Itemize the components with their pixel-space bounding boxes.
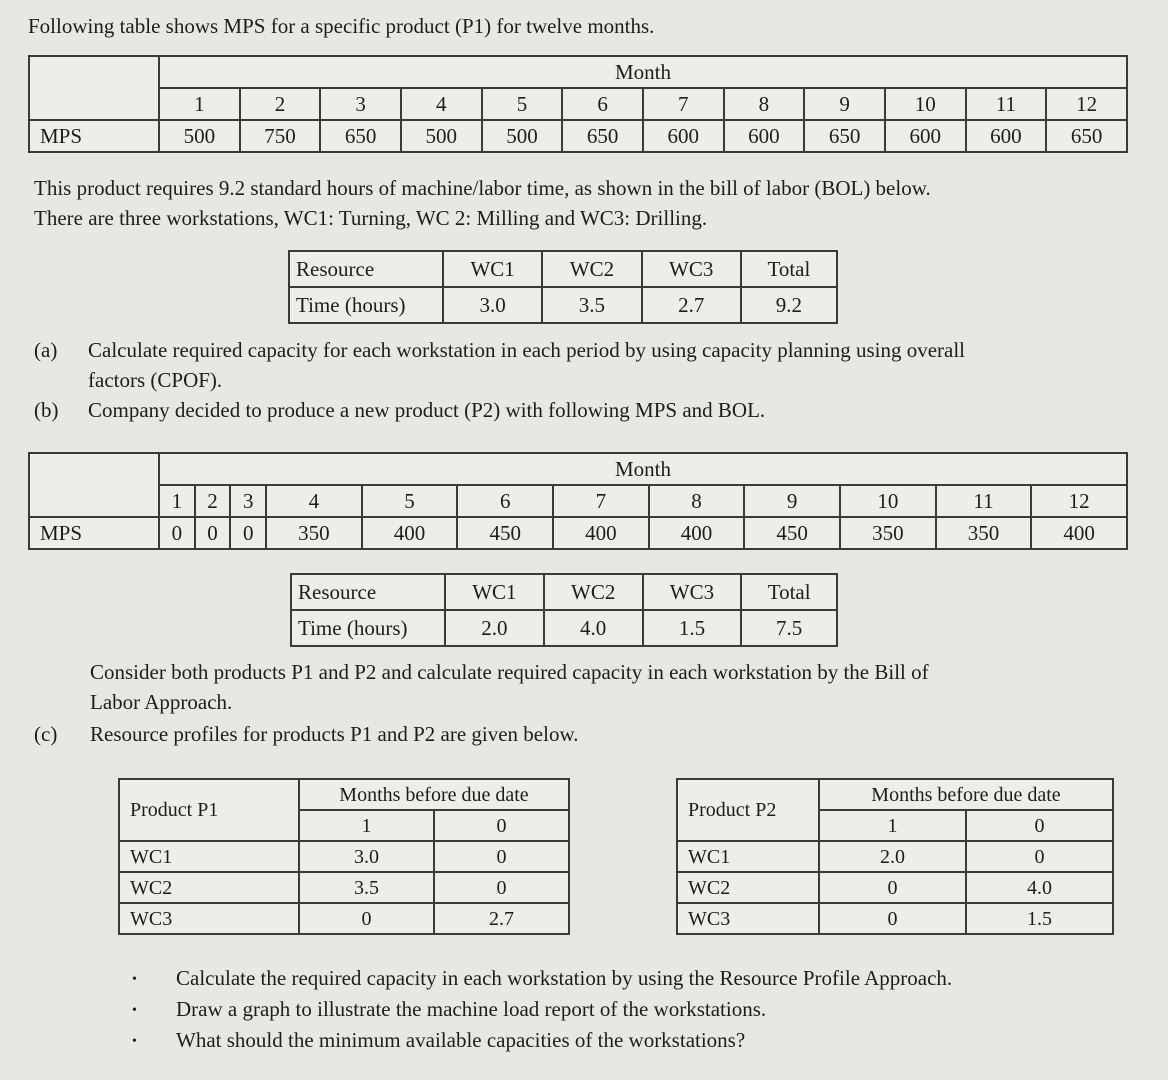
month-cell: 8 [649, 485, 745, 517]
month-cell: 3 [320, 88, 401, 120]
rp-row [677, 841, 1113, 872]
mps-cell: 450 [744, 517, 840, 549]
rp-cell: 3.0 [299, 841, 434, 872]
month-cell: 4 [401, 88, 482, 120]
mps-cell: 750 [240, 120, 321, 152]
bol-cell: Time (hours) [289, 287, 443, 323]
month-cell: 12 [1046, 88, 1127, 120]
rp-wc: WC3 [677, 903, 819, 934]
mps-cell: 600 [885, 120, 966, 152]
question-c-label: (c) [34, 722, 58, 746]
month-cell: 10 [840, 485, 936, 517]
month-cell: 6 [457, 485, 553, 517]
bol-cell: 2.7 [642, 287, 741, 323]
rp-wc: WC2 [677, 872, 819, 903]
rp-col: 1 [299, 810, 434, 841]
mps-label: MPS [29, 517, 159, 549]
bol-table-p1 [288, 250, 838, 324]
mps-corner [29, 56, 159, 120]
bol-header: Total [741, 574, 837, 610]
month-header: Month [159, 453, 1127, 485]
rp-cell: 0 [819, 903, 966, 934]
question-b-text: Company decided to produce a new product (P2) with following MPS and BOL. [88, 398, 766, 422]
month-cell: 2 [240, 88, 321, 120]
mps-cell: 600 [643, 120, 724, 152]
rp-cell: 0 [434, 841, 569, 872]
mps-cell: 600 [966, 120, 1047, 152]
bullet-item: What should the minimum available capacities of the workstations? [176, 1028, 746, 1052]
rp-cell: 0 [299, 903, 434, 934]
rp-header: Months before due date [299, 779, 569, 810]
rp-col: 0 [434, 810, 569, 841]
mps-row [29, 517, 1127, 549]
bol-header: Resource [289, 251, 443, 287]
bol-header: WC2 [544, 574, 643, 610]
question-c-text: Resource profiles for products P1 and P2 are given below. [90, 722, 579, 746]
month-cell: 1 [159, 88, 240, 120]
rp-cell: 2.0 [819, 841, 966, 872]
mps-cell: 0 [230, 517, 266, 549]
mps-cell: 400 [553, 517, 649, 549]
bol-cell: 4.0 [544, 610, 643, 646]
month-cell: 5 [482, 88, 563, 120]
bol-text-2: There are three workstations, WC1: Turning, WC 2: Milling and WC3: Drilling. [34, 206, 708, 230]
mps-table-p1 [28, 55, 1128, 153]
rp-wc: WC1 [119, 841, 299, 872]
bol-table-p2 [290, 573, 838, 647]
bol-header: WC1 [445, 574, 544, 610]
mps-label: MPS [29, 120, 159, 152]
month-cell: 1 [159, 485, 195, 517]
mps-cell: 650 [1046, 120, 1127, 152]
mps-cell: 500 [482, 120, 563, 152]
bol-cell: 9.2 [741, 287, 837, 323]
rp-row [677, 872, 1113, 903]
month-row [29, 88, 1127, 120]
intro-text: Following table shows MPS for a specific product (P1) for twelve months. [28, 14, 655, 38]
mps-cell: 650 [804, 120, 885, 152]
bol-header: WC3 [643, 574, 742, 610]
month-cell: 3 [230, 485, 266, 517]
mps-corner [29, 453, 159, 517]
bullet-item: Draw a graph to illustrate the machine load report of the workstations. [176, 997, 767, 1021]
bol-cell: Time (hours) [291, 610, 445, 646]
month-header: Month [159, 56, 1127, 88]
bullet-icon: • [132, 972, 137, 987]
mps-cell: 350 [840, 517, 936, 549]
mps-cell: 500 [159, 120, 240, 152]
rp-cell: 2.7 [434, 903, 569, 934]
rp-col: 1 [819, 810, 966, 841]
rp-wc: WC3 [119, 903, 299, 934]
rp-row [119, 841, 569, 872]
mps-cell: 600 [724, 120, 805, 152]
bol-cell: 7.5 [741, 610, 837, 646]
month-cell: 7 [643, 88, 724, 120]
rp-header-row [677, 779, 1113, 810]
rp-title: Product P1 [119, 779, 299, 841]
question-a-line1: Calculate required capacity for each workstation in each period by using capacity planning using overall [88, 338, 966, 362]
rp-cell: 4.0 [966, 872, 1113, 903]
bullet-item: Calculate the required capacity in each workstation by using the Resource Profile Approach. [176, 966, 953, 990]
bol-header: WC2 [542, 251, 641, 287]
bol-text-1: This product requires 9.2 standard hours of machine/labor time, as shown in the bill of labor (BOL) below. [34, 176, 931, 200]
rp-row [677, 903, 1113, 934]
rp-row [119, 872, 569, 903]
bol-header: WC1 [443, 251, 542, 287]
rp-title: Product P2 [677, 779, 819, 841]
rp-row [119, 903, 569, 934]
month-cell: 9 [744, 485, 840, 517]
bol-header-row [289, 251, 837, 287]
month-cell: 4 [266, 485, 362, 517]
month-cell: 8 [724, 88, 805, 120]
month-cell: 10 [885, 88, 966, 120]
rp-header: Months before due date [819, 779, 1113, 810]
mps-cell: 450 [457, 517, 553, 549]
mps-cell: 400 [362, 517, 458, 549]
rp-cell: 0 [434, 872, 569, 903]
mps-cell: 400 [649, 517, 745, 549]
mps-cell: 350 [936, 517, 1032, 549]
month-cell: 9 [804, 88, 885, 120]
month-cell: 6 [562, 88, 643, 120]
rp-cell: 0 [819, 872, 966, 903]
mps-cell: 0 [159, 517, 195, 549]
question-b-cont2: Labor Approach. [90, 690, 233, 714]
question-a-label: (a) [34, 338, 58, 362]
month-cell: 11 [936, 485, 1032, 517]
mps-cell: 500 [401, 120, 482, 152]
mps-row [29, 120, 1127, 152]
bol-cell: 3.5 [542, 287, 641, 323]
rp-wc: WC2 [119, 872, 299, 903]
rp-cell: 0 [966, 841, 1113, 872]
mps-table-p2 [28, 452, 1128, 550]
bol-time-row [291, 610, 837, 646]
bol-header-row [291, 574, 837, 610]
month-cell: 7 [553, 485, 649, 517]
rp-col: 0 [966, 810, 1113, 841]
mps-cell: 650 [320, 120, 401, 152]
bol-cell: 3.0 [443, 287, 542, 323]
bullet-icon: • [132, 1003, 137, 1018]
question-b-label: (b) [34, 398, 59, 422]
month-cell: 12 [1031, 485, 1127, 517]
rp-cell: 3.5 [299, 872, 434, 903]
question-a-line2: factors (CPOF). [88, 368, 223, 392]
mps-cell: 400 [1031, 517, 1127, 549]
bol-time-row [289, 287, 837, 323]
bullet-icon: • [132, 1034, 137, 1049]
rp-header-row [119, 779, 569, 810]
bol-cell: 2.0 [445, 610, 544, 646]
month-cell: 5 [362, 485, 458, 517]
mps-cell: 650 [562, 120, 643, 152]
resource-profile-p2 [676, 778, 1114, 935]
resource-profile-p1 [118, 778, 570, 935]
mps-cell: 0 [195, 517, 231, 549]
bol-header: Resource [291, 574, 445, 610]
question-b-cont1: Consider both products P1 and P2 and calculate required capacity in each workstation by the Bill of [90, 660, 929, 684]
rp-cell: 1.5 [966, 903, 1113, 934]
month-cell: 11 [966, 88, 1047, 120]
bol-header: WC3 [642, 251, 741, 287]
mps-cell: 350 [266, 517, 362, 549]
bol-cell: 1.5 [643, 610, 742, 646]
bol-header: Total [741, 251, 837, 287]
rp-wc: WC1 [677, 841, 819, 872]
month-row [29, 485, 1127, 517]
month-cell: 2 [195, 485, 231, 517]
